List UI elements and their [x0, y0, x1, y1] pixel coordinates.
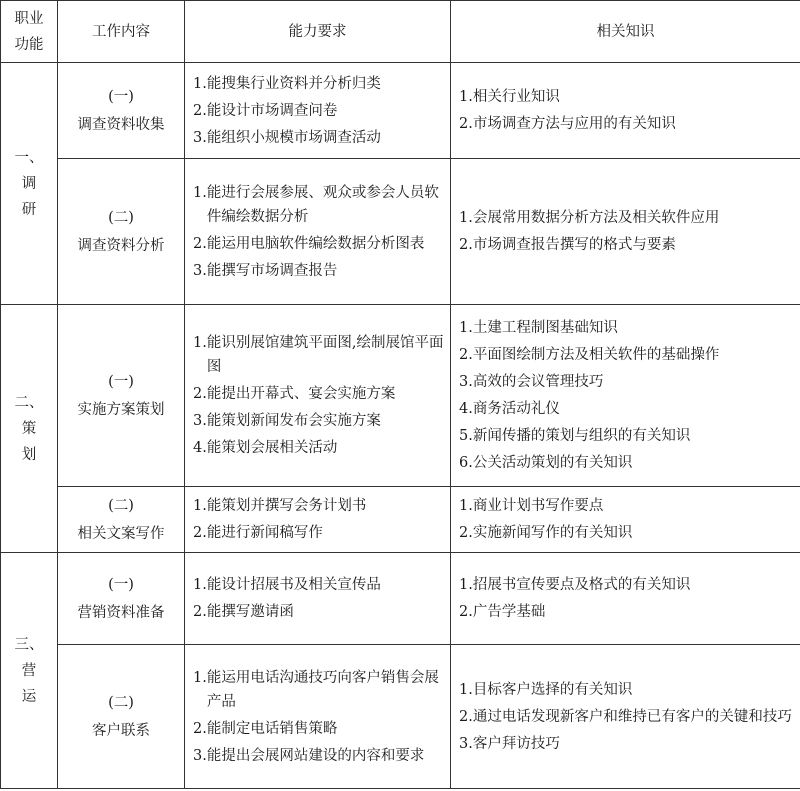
table-row [1, 159, 800, 305]
knowledge-item-text: 通过电话发现新客户和维持已有客户的关键和技巧 [472, 708, 792, 725]
work-content-name: 实施方案策划 [77, 401, 165, 418]
ability-item [193, 666, 444, 714]
header-content: 工作内容 [58, 1, 185, 63]
knowledge-item-text: 会展常用数据分析方法及相关软件应用 [472, 210, 720, 226]
knowledge-item [459, 397, 794, 421]
work-content-cell [58, 487, 185, 553]
ability-item-text: 能进行会展参展、观众或参会人员软件编绘数据分析 [206, 184, 439, 225]
knowledge-item-number: 1. [459, 320, 473, 336]
ability-item-text: 能提出开幕式、宴会实施方案 [206, 386, 396, 402]
knowledge-item [459, 451, 794, 475]
knowledge-item [459, 343, 794, 367]
knowledge-cell [451, 63, 800, 159]
function-cell [1, 553, 58, 789]
knowledge-item-text: 公关活动策划的有关知识 [472, 455, 633, 471]
ability-item-text: 能策划会展相关活动 [206, 440, 338, 456]
table-row [1, 553, 800, 645]
ability-item-number: 1. [193, 669, 207, 686]
knowledge-item [459, 233, 794, 257]
ability-item [193, 409, 444, 433]
knowledge-item-text: 商务活动礼仪 [472, 401, 560, 417]
knowledge-item-text: 目标客户选择的有关知识 [472, 681, 633, 698]
work-content-cell [58, 305, 185, 487]
table-body [1, 63, 800, 789]
ability-item-number: 3. [193, 262, 207, 279]
knowledge-item-text: 客户拜访技巧 [472, 735, 560, 752]
knowledge-item [459, 370, 794, 394]
header-row [1, 1, 800, 63]
ability-item [193, 259, 444, 283]
ability-item-number: 3. [193, 129, 207, 146]
knowledge-cell [451, 159, 800, 305]
knowledge-item-number: 2. [459, 708, 473, 725]
work-content-number: (一) [108, 576, 134, 593]
work-content-name: 客户联系 [92, 722, 150, 739]
table-row [1, 645, 800, 789]
ability-item-number: 1. [193, 577, 207, 593]
ability-item-text: 能识别展馆建筑平面图,绘制展馆平面图 [206, 335, 444, 375]
header-function-label: 职业 功能 [14, 10, 44, 53]
work-content-name: 调查资料收集 [77, 116, 165, 133]
knowledge-item [459, 206, 794, 230]
ability-cell [185, 487, 451, 553]
ability-item [193, 126, 444, 150]
ability-item-number: 2. [193, 386, 207, 402]
knowledge-item [459, 732, 794, 756]
ability-item [193, 99, 444, 123]
ability-cell [185, 645, 451, 789]
knowledge-item [459, 316, 794, 340]
ability-item-number: 2. [193, 720, 207, 737]
function-label: 三、 营 运 [14, 636, 44, 705]
ability-item [193, 494, 444, 518]
ability-item-text: 能搜集行业资料并分析归类 [206, 75, 381, 92]
ability-item-number: 2. [193, 525, 207, 541]
ability-item-text: 能制定电话销售策略 [206, 720, 338, 737]
work-content-number: (二) [108, 694, 134, 711]
knowledge-item-number: 6. [459, 455, 473, 471]
ability-cell [185, 553, 451, 645]
ability-item-text: 能撰写市场调查报告 [206, 262, 338, 279]
ability-item-text: 能提出会展网站建设的内容和要求 [206, 747, 425, 764]
ability-item-text: 能进行新闻稿写作 [206, 525, 323, 541]
knowledge-cell [451, 553, 800, 645]
knowledge-item-text: 新闻传播的策划与组织的有关知识 [472, 428, 691, 444]
ability-item-number: 2. [193, 102, 207, 119]
work-content-number: (一) [108, 88, 134, 105]
ability-item [193, 717, 444, 741]
work-content-number: (一) [108, 373, 134, 390]
knowledge-cell [451, 645, 800, 789]
table-row [1, 487, 800, 553]
ability-item [193, 232, 444, 256]
knowledge-item [459, 600, 794, 624]
knowledge-item-number: 1. [459, 577, 473, 593]
knowledge-item-number: 5. [459, 428, 473, 444]
function-cell [1, 305, 58, 553]
ability-item-text: 能组织小规模市场调查活动 [206, 129, 381, 146]
knowledge-item-number: 3. [459, 735, 473, 752]
ability-cell [185, 159, 451, 305]
ability-item-number: 3. [193, 413, 207, 429]
ability-item-text: 能设计市场调查问卷 [206, 102, 338, 119]
ability-item [193, 600, 444, 624]
ability-item [193, 181, 444, 229]
work-content-name: 调查资料分析 [77, 237, 165, 254]
knowledge-item-number: 1. [459, 498, 473, 514]
ability-cell [185, 63, 451, 159]
work-content-number: (二) [108, 497, 134, 514]
knowledge-item-number: 2. [459, 347, 473, 363]
knowledge-item [459, 705, 794, 729]
ability-item [193, 436, 444, 460]
knowledge-item [459, 112, 794, 136]
table-row [1, 305, 800, 487]
header-ability: 能力要求 [185, 1, 451, 63]
knowledge-item-number: 4. [459, 401, 473, 417]
work-content-cell [58, 159, 185, 305]
ability-item-text: 能撰写邀请函 [206, 604, 294, 620]
ability-item-number: 1. [193, 335, 207, 351]
work-content-number: (二) [108, 209, 134, 226]
ability-item [193, 72, 444, 96]
knowledge-item [459, 85, 794, 109]
knowledge-item-number: 3. [459, 374, 473, 390]
knowledge-item-text: 市场调查方法与应用的有关知识 [472, 116, 676, 132]
ability-item [193, 744, 444, 768]
work-content-cell [58, 645, 185, 789]
knowledge-item-text: 土建工程制图基础知识 [472, 320, 618, 336]
knowledge-item-text: 市场调查报告撰写的格式与要素 [472, 237, 676, 253]
knowledge-item-number: 2. [459, 237, 473, 253]
knowledge-item [459, 424, 794, 448]
ability-item-text: 能策划并撰写会务计划书 [206, 498, 367, 514]
ability-item-number: 1. [193, 184, 207, 201]
ability-item [193, 382, 444, 406]
function-label: 二、 策 划 [14, 394, 44, 463]
knowledge-item-number: 2. [459, 604, 473, 620]
ability-item-number: 2. [193, 235, 207, 252]
header-knowledge: 相关知识 [451, 1, 800, 63]
knowledge-item-number: 1. [459, 89, 473, 105]
function-cell [1, 63, 58, 305]
knowledge-item-text: 实施新闻写作的有关知识 [472, 525, 633, 541]
ability-cell [185, 305, 451, 487]
knowledge-item-text: 广告学基础 [472, 604, 546, 620]
knowledge-item [459, 521, 794, 545]
ability-item-number: 3. [193, 747, 207, 764]
knowledge-item-text: 招展书宣传要点及格式的有关知识 [472, 577, 691, 593]
ability-item [193, 331, 444, 379]
ability-item-text: 能策划新闻发布会实施方案 [206, 413, 381, 429]
knowledge-item-text: 商业计划书写作要点 [472, 498, 604, 514]
work-content-cell [58, 63, 185, 159]
function-label: 一、 调 研 [14, 149, 44, 218]
knowledge-item-number: 1. [459, 681, 473, 698]
ability-item-number: 1. [193, 75, 207, 92]
ability-item-text: 能设计招展书及相关宣传品 [206, 577, 381, 593]
knowledge-item-text: 平面图绘制方法及相关软件的基础操作 [472, 347, 720, 363]
knowledge-item-number: 2. [459, 116, 473, 132]
ability-item-text: 能运用电话沟通技巧向客户销售会展产品 [206, 669, 439, 710]
ability-item [193, 573, 444, 597]
ability-item-number: 2. [193, 604, 207, 620]
knowledge-item [459, 494, 794, 518]
work-content-cell [58, 553, 185, 645]
knowledge-item-number: 1. [459, 210, 473, 226]
table-row [1, 63, 800, 159]
knowledge-item [459, 678, 794, 702]
knowledge-item-text: 高效的会议管理技巧 [472, 374, 604, 390]
knowledge-item-number: 2. [459, 525, 473, 541]
ability-item-number: 4. [193, 440, 207, 456]
header-function [1, 1, 58, 63]
work-content-name: 营销资料准备 [77, 604, 165, 621]
knowledge-cell [451, 305, 800, 487]
knowledge-item-text: 相关行业知识 [472, 89, 560, 105]
work-content-name: 相关文案写作 [77, 525, 165, 542]
ability-item-text: 能运用电脑软件编绘数据分析图表 [206, 235, 425, 252]
knowledge-cell [451, 487, 800, 553]
knowledge-item [459, 573, 794, 597]
ability-item [193, 521, 444, 545]
ability-item-number: 1. [193, 498, 207, 514]
